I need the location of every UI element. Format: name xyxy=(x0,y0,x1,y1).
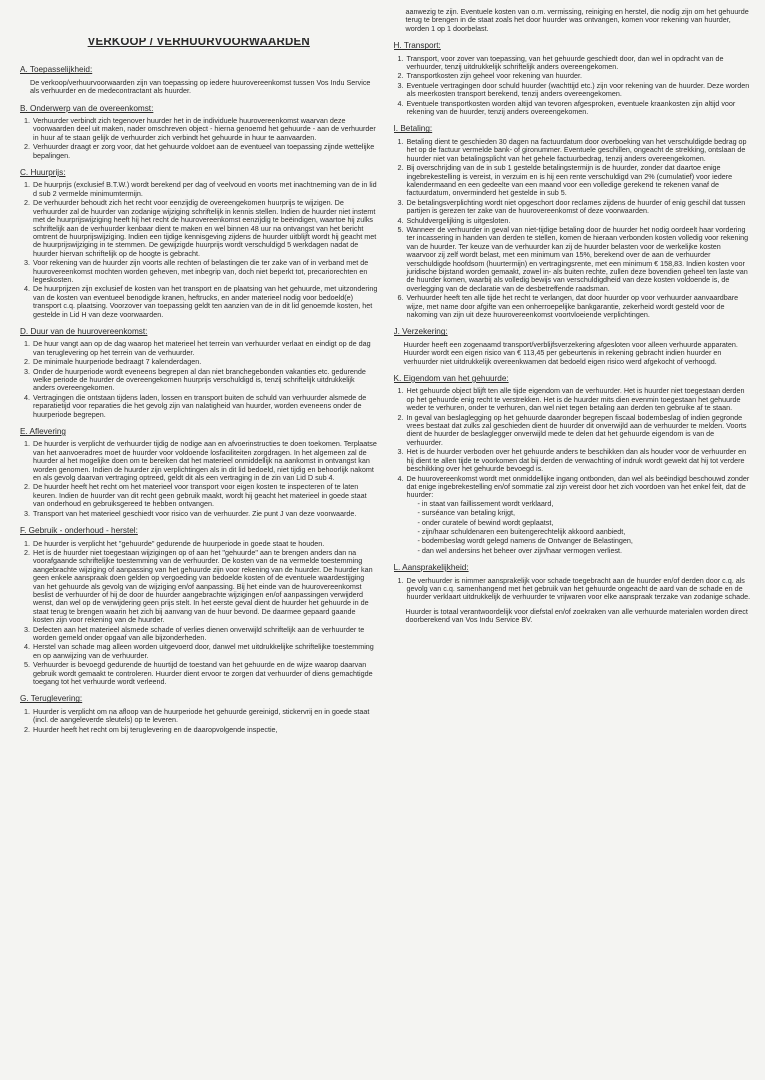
section-f-heading: F. Gebruik - onderhoud - herstel: xyxy=(20,526,138,536)
list-item: 3. Het is de huurder verboden over het gehuurde anders te beschikken dan als houder voor de verhuurder en hij dient te allen tijde te voorkomen dat bij derden de verwachting of indruk wordt gewekt dat hij tot verdere beschikking over het gehuurde bevoegd is. xyxy=(406,448,752,473)
list-item: 4. Eventuele transportkosten worden altijd van tevoren afgesproken, eventuele kraankosten zijn altijd voor rekening van de huurder, tenzij anders overeengekomen. xyxy=(406,100,752,117)
list-item: 4. Vertragingen die ontstaan tijdens laden, lossen en transport buiten de schuld van verhuurder alsmede de reparatietijd voor reparaties die het gevolg zijn van nalatigheid van huurder, worden eveneens onder de huurperiode begrepen. xyxy=(32,394,378,419)
sub-list-item: - bodembeslag wordt gelegd namens de Ontvanger de Belastingen, xyxy=(417,537,752,545)
list-item: 1. De verhuurder is nimmer aansprakelijk voor schade toegebracht aan de huurder en/of derden door c.q. als gevolg van c.q. samenhangend met het gebruik van het gehuurde ongeacht de aard van de schade en de huurder verklaart uitdrukkelijk de verhuurder te vrijwaren voor elke aanspraak terzake van zodanige schade. xyxy=(406,577,752,602)
section-f-list xyxy=(20,540,378,687)
list-item: 1. De huurder is verplicht het "gehuurde" gedurende de huurperiode in goede staat te houden. xyxy=(32,540,378,548)
list-item: 2. De huurder heeft het recht om het materieel voor transport voor eigen kosten te inspecteren of te laten keuren. Indien de huurder van dit recht geen gebruik maakt, wordt hij geacht het materieel in goede staat van onderhoud en gebruiksgereed te hebben ontvangen. xyxy=(32,483,378,508)
section-h-list xyxy=(394,55,752,117)
list-item xyxy=(406,475,752,556)
section-k-list xyxy=(394,387,752,555)
section-g-list xyxy=(20,708,378,734)
section-a-text: De verkoop/verhuurvoorwaarden zijn van toepassing op iedere huurovereenkomst tussen Vos Indu Service als verhuurder en de medecontractant als huurder. xyxy=(30,77,371,96)
list-item: 1. Betaling dient te geschieden 30 dagen na factuurdatum door overboeking van het verschuldigde bedrag op het op de factuur vermelde bank- of gironummer. Eventuele geschillen, ongeacht de strekking, ontslaan de huurder niet van betalingsplicht van het gehele factuurbedrag, tenzij anders overeengekomen. xyxy=(406,138,752,163)
section-e-list xyxy=(20,440,378,518)
section-b-list xyxy=(20,117,378,160)
section-c-heading: C. Huurprijs: xyxy=(20,168,66,178)
list-item: 4. Schuldvergelijking is uitgesloten. xyxy=(406,217,752,225)
section-g-continuation: aanwezig te zijn. Eventuele kosten van o.m. vermissing, reiniging en herstel, die nodig zijn om het gehuurde terug te brengen in de staat zoals het door huurder was ontvangen, komen voor rekening van huurder, worden 1 op 1 doorbelast. xyxy=(405,8,749,33)
list-item: 2. Verhuurder draagt er zorg voor, dat het gehuurde voldoet aan de eventueel van toepassing zijnde wettelijke bepalingen. xyxy=(32,143,378,160)
section-l-list xyxy=(394,577,752,602)
list-item: 1. De huur vangt aan op de dag waarop het materieel het terrein van verhuurder verlaat en eindigt op de dag van teruglevering op het terrein van de verhuurder. xyxy=(32,340,378,357)
left-column xyxy=(20,38,378,1074)
list-item: 4. Herstel van schade mag alleen worden uitgevoerd door, danwel met uitdrukkelijke schriftelijke toestemming en op aanwijzing van de verhuurder. xyxy=(32,643,378,660)
section-j-text: Huurder heeft een zogenaamd transport/verblijfsverzekering afgesloten voor alleen verhuurde apparaten. Huurder wordt een eigen risico van € 113,45 per gebeurtenis in rekening gebracht indien huurder en verhuurder niet uitdrukkelijk overeenkwamen dat bedoeld eigen risico werd afgekocht of verhoogd. xyxy=(403,339,738,366)
sub-list-item: - in staat van faillissement wordt verklaard, xyxy=(417,500,752,508)
list-item: 3. Defecten aan het materieel alsmede schade of verlies dienen onverwijld schriftelijk aan de verhuurder te worden gemeld onder opgaaf van alle bijzonderheden. xyxy=(32,626,378,643)
section-l-note: Huurder is totaal verantwoordelijk voor diefstal en/of zoekraken van alle verhuurde materialen worden direct doorberekend van Vos Indu Service BV. xyxy=(405,606,748,625)
section-d-heading: D. Duur van de huurovereenkomst: xyxy=(20,326,148,336)
section-b-heading: B. Onderwerp van de overeenkomst: xyxy=(20,103,154,113)
list-item: 3. Eventuele vertragingen door schuld huurder (wachttijd etc.) zijn voor rekening van de huurder. Deze worden als meerkosten transport berekend, tenzij anders overeengekomen. xyxy=(406,82,752,99)
list-item: 4. De huurprijzen zijn exclusief de kosten van het transport en de plaatsing van het gehuurde, met uitzondering van de kosten van eventueel benodigde kranen, heftrucks, en ander materieel nodig voor bedoeld(e) transport c.q. plaatsing. Voorzover van toepassing geldt ten aanzien van de in dit lid genoemde kosten, het gestelde in Lid H van deze voorwaarden. xyxy=(32,285,378,319)
section-l-heading: L. Aansprakelijkheid: xyxy=(393,563,469,573)
list-item: 1. Transport, voor zover van toepassing, van het gehuurde geschiedt door, dan wel in opdracht van de verhuurder, tenzij uitdrukkelijk schriftelijk anders overeengekomen. xyxy=(406,55,752,72)
section-a-heading: A. Toepasselijkheid: xyxy=(20,65,93,75)
list-item: 3. Transport van het materieel geschiedt voor risico van de verhuurder. Zie punt J van deze voorwaarde. xyxy=(32,510,378,518)
section-j-heading: J. Verzekering: xyxy=(393,327,448,337)
section-i-heading: I. Betaling: xyxy=(393,124,433,134)
list-item: 2. In geval van beslaglegging op het gehuurde daaronder begrepen fiscaal bodembeslag of indien gegronde vrees bestaat dat zulks zal geschieden dient de huurder dit onverwijld aan de verhuurder te melden. Voorts dient de huurder de beslaglegger onverwijld mede te delen dat het gehuurde eigendom is van de verhuurder. xyxy=(406,414,752,448)
list-item: 3. Voor rekening van de huurder zijn voorts alle rechten of belastingen die ter zake van of in verband met de huurovereenkomst mochten worden geheven, met inbegrip van, doch niet beperkt tot, precariorechten en legeskosten. xyxy=(32,259,378,284)
list-item: 2. De verhuurder behoudt zich het recht voor eenzijdig de overeengekomen huurprijs te wijzigen. De verhuurder zal de huurder van zodanige wijziging schriftelijk in kennis stellen. Indien de huurder niet instemt met de huurprijswijziging heeft hij het recht de huurovereenkomst eenzijdig te beëindigen, waartoe hij zulks schriftelijk aan de verhuurder kenbaar dient te maken en wel binnen 48 uur na ontvangst van het bericht omtrent de huurprijswijziging. Indien een tijdige kennisgeving zijdens de huurder uitblijft wordt hij geacht met de huurprijswijziging in te stemmen. De gewijzigde huurprijs wordt verschuldigd 5 werkdagen nadat de huurder hiervan schriftelijk op de hoogte is gebracht. xyxy=(32,199,378,258)
termination-conditions-list xyxy=(407,500,752,555)
list-item: 1. De huurder is verplicht de verhuurder tijdig de nodige aan en afvoerinstructies te doen toekomen. Terplaatse van het aanvoeradres moet de huurder voor voldoende losfaciliteiten zorgdragen. In het algemeen zal de huurder al het mogelijke doen om te bereiken dat het materieel onmiddellijk na aankomst in ontvangst kan worden genomen. Indien de huurder zijn verplichtingen als in dit lid bedoeld, niet tijdig en behoorlijk nakomt en als gevolg daarvan vertraging optreed, geldt dit als een vertraging in de zin van Lid D sub 4. xyxy=(32,440,378,482)
list-item: 6. Verhuurder heeft ten alle tijde het recht te verlangen, dat door huurder op voor verhuurder aanvaardbare wijze, met name door afgifte van een onherroepelijke bankgarantie, zekerheid wordt gesteld voor de nakoming van zijn uit deze huurovereenkomst voortvloeiende verplichtingen. xyxy=(406,294,752,319)
section-i-list xyxy=(394,138,752,320)
list-item-text: De huurovereenkomst wordt met onmiddellijke ingang ontbonden, dan wel als beëindigd beschouwd zonder dat enige ingebrekestelling en/of sommatie zal zijn vereist door het zich voordoen van het enkel feit, dat de huurder: xyxy=(406,473,750,500)
section-e-heading: E. Aflevering xyxy=(20,427,66,437)
list-item: 2. De minimale huurperiode bedraagt 7 kalenderdagen. xyxy=(32,358,378,366)
sub-list-item: - surséance van betaling krijgt, xyxy=(417,509,752,517)
list-item: 1. Verhuurder verbindt zich tegenover huurder het in de individuele huurovereenkomst waarvan deze voorwaarden deel uit maken, nader omschreven object - hierna genoemd het gehuurde - aan de verhuurder in huur af te staan gelijk de verhuurder zich verbindt het gehuurde in huur te aanvaarden. xyxy=(32,117,378,142)
section-h-heading: H. Transport: xyxy=(393,41,441,51)
list-item: 2. Bij overschrijding van de in sub 1 gestelde betalingstermijn is de huurder, zonder dat daartoe enige ingebrekestelling is vereist, in verzuim en is hij een rente verschuldigd van 2% (cumulatief) voor iedere kalendermaand en een gedeelte van een maand voor een volledige gerekend te rekenen vanaf de factuurdatum, onverminderd het gestelde in sub 5. xyxy=(406,164,752,198)
section-g-heading: G. Teruglevering: xyxy=(20,694,83,704)
document-title: VERKOOP / VERHUURVOORWAARDEN xyxy=(87,38,310,48)
sub-list-item: - dan wel andersins het beheer over zijn/haar vermogen verliest. xyxy=(417,547,752,555)
list-item: 1. Huurder is verplicht om na afloop van de huurperiode het gehuurde gereinigd, stickervrij en in goede staat (incl. de aangeleverde sleutels) op te leveren. xyxy=(32,708,378,725)
list-item: 1. Het gehuurde object blijft ten alle tijde eigendom van de verhuurder. Het is huurder niet toegestaan derden op het gehuurde enig recht te verstrekken. Het is de huurder mits dien evenmin toegestaan het gehuurde weder te verhuren, onder te verhuren, dan wel niet tegen betaling aan derden ten gebruike af te staan. xyxy=(406,387,752,412)
right-column xyxy=(394,8,752,1044)
section-d-list xyxy=(20,340,378,419)
section-c-list xyxy=(20,181,378,319)
sub-list-item: - zijn/haar schuldenaren een buitengerechtelijk akkoord aanbiedt, xyxy=(417,528,752,536)
list-item: 1. De huurprijs (exclusief B.T.W.) wordt berekend per dag of veelvoud en voorts met inachtneming van de in lid d sub 2 vermelde minimumtermijn. xyxy=(32,181,378,198)
list-item: 3. Onder de huurperiode wordt eveneens begrepen al dan niet branchegebonden vakanties etc. gedurende welke periode de huurder de overeengekomen huurprijs verschuldigd is, tenzij schriftelijk uitdrukkelijk anders overeengekomen. xyxy=(32,368,378,393)
list-item: 2. Het is de huurder niet toegestaan wijzigingen op of aan het "gehuurde" aan te brengen anders dan na voorafgaande schriftelijke toestemming van de verhuurder. De kosten van de na vermelde toestemming aangebrachte wijziging of aanpassing van het gehuurde zijn voor rekening van de huurder. De huurder kan geen enkele aanspraak doen gelden op vergoeding van bedoelde kosten of de eventuele waardestijging van het gehuurde als gevolg van de wijziging en/of aanpassing. Bij het einde van de huurovereenkomst beslist de verhuurder of hij de door de huurder aangebrachte wijzigingen en/of aanpassingen verwijderd wenst, dan wel op de verwijdering geen prijs stelt. In het eerste geval dient de huurder het gehuurde in de staat terug te brengen waarin het zich bij aanvang van de huur bevond. De daarmee gepaard gaande kosten zijn voor rekening van de huurder. xyxy=(32,549,378,625)
list-item: 2. Transportkosten zijn geheel voor rekening van huurder. xyxy=(406,72,752,80)
list-item: 2. Huurder heeft het recht om bij teruglevering en de daaropvolgende inspectie, xyxy=(32,726,378,734)
section-k-heading: K. Eigendom van het gehuurde: xyxy=(393,374,509,384)
list-item: 3. De betalingsverplichting wordt niet opgeschort door reclames zijdens de huurder of enig geschil dat tussen partijen is gerezen ter zake van de huurovereenkomst of deze voorwaarden. xyxy=(406,199,752,216)
sub-list-item: - onder curatele of bewind wordt geplaatst, xyxy=(417,519,752,527)
list-item: 5. Verhuurder is bevoegd gedurende de huurtijd de toestand van het gehuurde en de wijze waarop daarvan gebruik wordt gemaakt te controleren. Huurder dient ervoor te zorgen dat verhuurder of diens gemachtigde toegang tot het verhuurde wordt verleend. xyxy=(32,661,378,686)
list-item: 5. Wanneer de verhuurder in geval van niet-tijdige betaling door de huurder het nodig oordeelt haar vordering ter incassering in handen van derden te stellen, komen de hieraan verbonden kosten volledig voor rekening van de huurder. Ter keuze van de verhuurder kan zij de huurder belasten voor de werkelijke kosten waarvoor zij zelf wordt belast, met een minimum van 15%, berekend over de aan de verhuurder verschuldigde hoofdsom (huurtermijn) en vertragingsrente, met een minimum € 158,83. Indien kosten voor juridische bijstand worden gemaakt, zowel in- als buiten rechte, zullen deze bovendien geheel ten laste van de huurder komen, waarbij als volledig bewijs van verschuldigdheid van deze kosten voldoende is, de overlegging van de declaratie van de desbetreffende raadsman. xyxy=(406,226,752,293)
